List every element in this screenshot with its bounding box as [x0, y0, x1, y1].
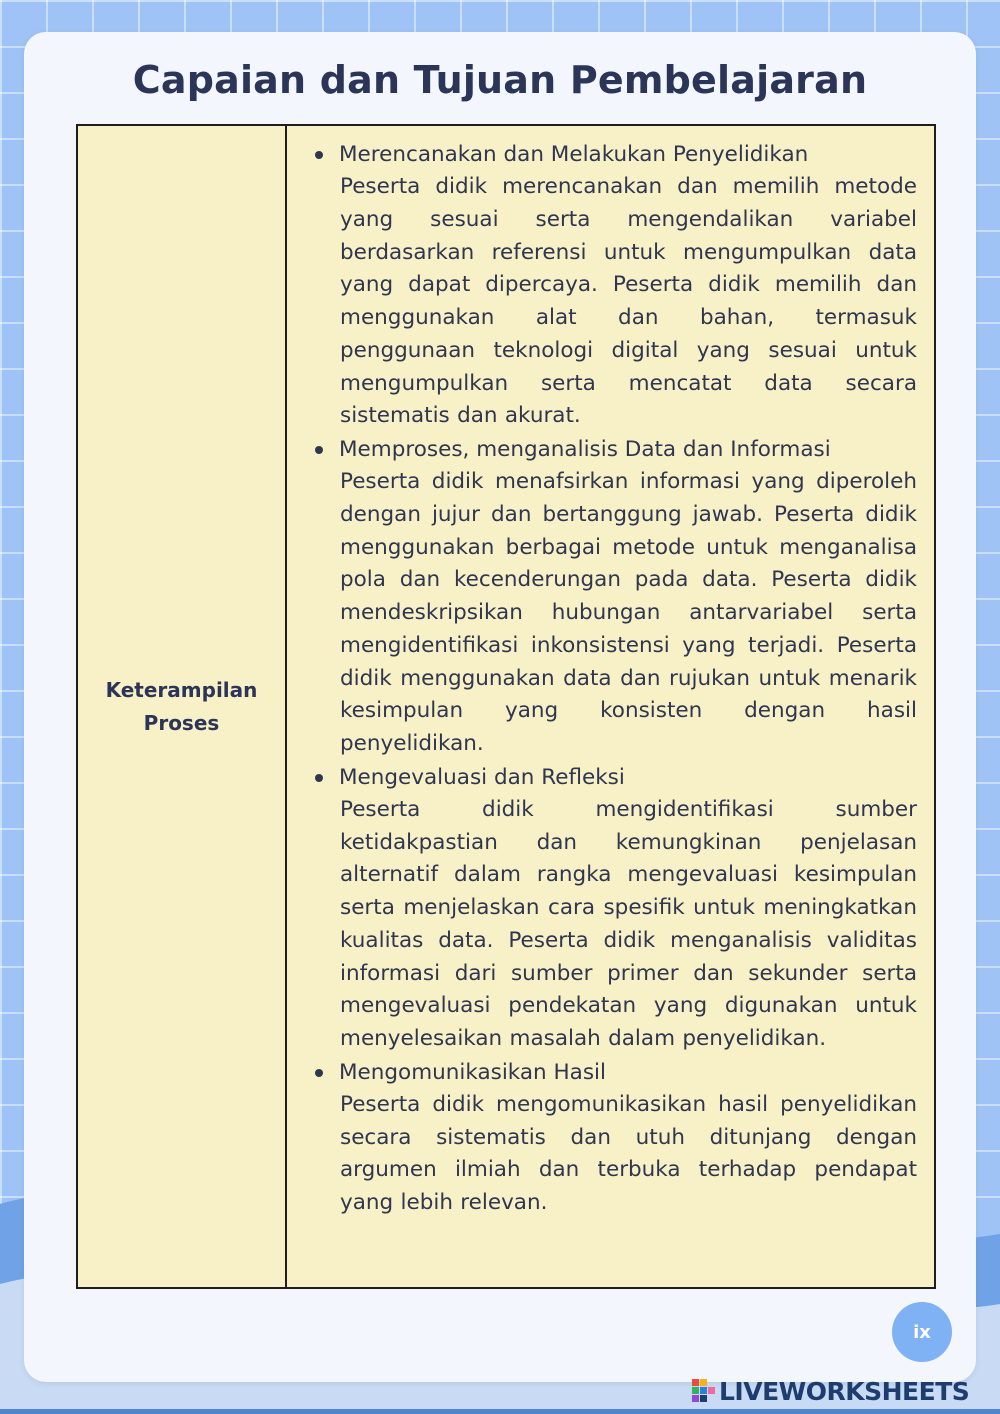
section-evaluation [311, 761, 917, 1056]
section-heading [311, 138, 917, 171]
section-heading-text: Mengevaluasi dan Refleksi [339, 764, 625, 790]
liveworksheets-logo-icon [692, 1379, 716, 1403]
bullet-icon [315, 1069, 323, 1077]
section-heading [311, 433, 917, 466]
bullet-icon [315, 774, 323, 782]
bullet-icon [315, 151, 323, 159]
section-heading-text: Mengomunikasikan Hasil [339, 1059, 606, 1085]
liveworksheets-watermark[interactable] [692, 1376, 969, 1406]
section-heading-text: Merencanakan dan Melakukan Penyelidikan [339, 142, 809, 167]
category-cell [78, 126, 287, 1287]
section-heading [311, 761, 917, 794]
section-body: Peserta didik mengomunikasikan hasil penyelidikan secara sistematis dan utuh ditunjang dengan argumen ilmiah dan terbuka terhadap pendapat yang lebih relevan. [340, 1091, 917, 1215]
section-body: Peserta didik merencanakan dan memilih metode yang sesuai serta mengendalikan variabel berdasarkan referensi untuk mengumpulkan data yang dapat dipercaya. Peserta didik memilih dan menggunakan alat dan bahan, termasuk penggunaan teknologi digital yang sesuai untuk mengumpulkan serta mencatat data secara sistematis dan akurat. [340, 174, 917, 429]
learning-outcomes-table [76, 124, 936, 1289]
section-body: Peserta didik mengidentifikasi sumber ketidakpastian dan kemungkinan penjelasan alternatif dalam rangka mengevaluasi kesimpulan serta menjelaskan cara spesifik untuk meningkatkan kualitas data. Peserta didik menganalisis validitas informasi dari sumber primer dan sekunder serta mengevaluasi pendekatan yang digunakan untuk menyelesaikan masalah dalam penyelidikan. [340, 796, 917, 1051]
page-number-badge [892, 1302, 952, 1362]
section-body: Peserta didik menafsirkan informasi yang diperoleh dengan jujur dan bertanggung jawab. Peserta didik menggunakan berbagai metode untuk menganalisa pola dan kecenderungan pada data. Peserta didik mendeskripsikan hubungan antarvariabel serta mengidentifikasi inkonsistensi yang terjadi. Peserta didik menggunakan data dan rujukan untuk menarik kesimpulan yang konsisten dengan hasil penyelidikan. [340, 469, 917, 756]
page-title: Capaian dan Tujuan Pembelajaran [132, 58, 868, 102]
bottom-strip [0, 1409, 1000, 1414]
section-heading [311, 1056, 917, 1089]
page-number: ix [913, 1321, 931, 1343]
description-cell [287, 126, 934, 1287]
bullet-icon [315, 446, 323, 454]
section-heading-text: Memproses, menganalisis Data dan Informasi [339, 437, 831, 462]
section-processing [311, 433, 917, 761]
category-label: Keterampilan Proses [105, 677, 258, 735]
watermark-text: LIVEWORKSHEETS [719, 1376, 970, 1406]
section-communication [311, 1056, 917, 1220]
section-planning [311, 138, 917, 433]
